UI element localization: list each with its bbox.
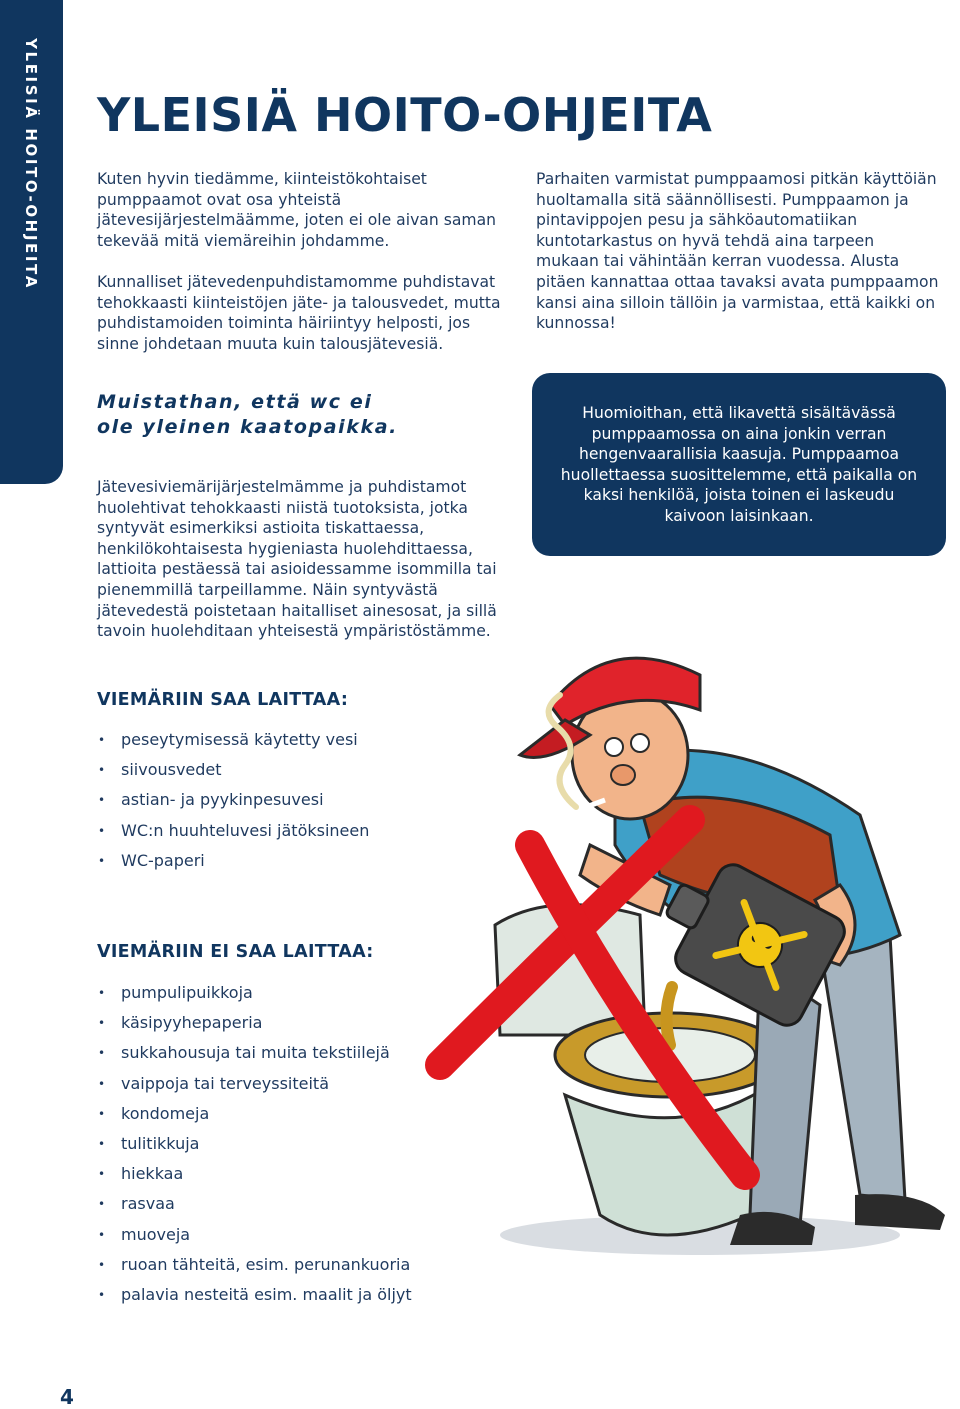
allowed-list (97, 725, 369, 876)
intro-paragraph-2: Kunnalliset jätevedenpuhdistamomme puhdistavat tehokkaasti kiinteistöjen jäte- ja talousvedet, mutta puhdistamoiden toiminta häiriintyy helposti, jos sinne johdetaan muuta kuin talousjätevesiä. (97, 273, 501, 353)
list-item: • muoveja (97, 1220, 412, 1250)
list-item: • rasvaa (97, 1189, 412, 1219)
list-item: • WC-paperi (97, 846, 369, 876)
callout (97, 390, 398, 440)
warning-box (532, 373, 946, 556)
list-item: • astian- ja pyykinpesuvesi (97, 785, 369, 815)
list-item: • pumpulipuikkoja (97, 978, 412, 1008)
side-tab (0, 0, 63, 484)
list-item: • käsipyyhepaperia (97, 1008, 412, 1038)
poured-liquid (666, 987, 672, 1045)
callout-line-2: ole yleinen kaatopaikka. (97, 416, 398, 438)
list-item: • WC:n huuhteluvesi jätöksineen (97, 816, 369, 846)
list-item: • kondomeja (97, 1099, 412, 1129)
list-item: • sukkahousuja tai muita tekstiilejä (97, 1038, 412, 1068)
page-title: YLEISIÄ HOITO-OHJEITA (97, 88, 713, 142)
list-item: • siivousvedet (97, 755, 369, 785)
allowed-heading: VIEMÄRIIN SAA LAITTAA: (97, 690, 349, 710)
side-tab-label: YLEISIÄ HOITO-OHJEITA (22, 38, 40, 290)
list-item: • tulitikkuja (97, 1129, 412, 1159)
forbidden-list (97, 978, 412, 1310)
list-item: • ruoan tähteitä, esim. perunankuoria (97, 1250, 412, 1280)
intro-paragraph-1: Kuten hyvin tiedämme, kiinteistökohtaiset pumppaamot ovat osa yhteistä jätevesijärjestelmäämme, joten ei ole aivan saman tekevää mitä viemäreihin johdamme. (97, 170, 497, 250)
right-shoe (855, 1194, 945, 1230)
maintenance-paragraph: Parhaiten varmistat pumppaamosi pitkän käyttöiän huoltamalla sitä säännöllisesti. Pumppaamon ja pintavippojen pesu ja sähköautomatiikan kuntotarkastus on hyvä tehdä aina tarpeen mukaan tai vähintään kerran vuodessa. Alusta pitäen kannattaa ottaa tavaksi avata pumppaamon kansi aina silloin tällöin ja varmistaa, että kaikki on kunnossa! (536, 170, 939, 333)
list-item: • palavia nesteitä esim. maalit ja öljyt (97, 1280, 412, 1310)
nose (611, 765, 635, 785)
callout-line-1: Muistathan, että wc ei (97, 391, 373, 413)
left-eye (605, 738, 623, 756)
left-shoe (730, 1212, 815, 1245)
body-paragraph: Jätevesiviemärijärjestelmämme ja puhdistamot huolehtivat tehokkaasti niistä tuotoksista, jotka syntyvät esimerkiksi astioita tiskattaessa, henkilökohtaisesta hygieniasta huolehdittaessa, lattioita pestäessä tai asioidessamme isommilla tai pienemmillä tarpeillamme. Näin syntyvästä jätevedestä poistetaan haitalliset ainesosat, ja sillä tavoin huolehditaan yhteisestä ympäristöstämme. (97, 478, 497, 641)
right-eye (631, 734, 649, 752)
warning-text: Huomioithan, että likavettä sisältävässä pumppaamossa on aina jonkin verran hengenvaarallisia kaasuja. Pumppaamoa huollettaessa suosittelemme, että paikalla on kaksi henkilöä, joista toinen ei laskeudu kaivoon laisinkaan. (560, 404, 918, 525)
forbidden-heading: VIEMÄRIIN EI SAA LAITTAA: (97, 942, 374, 962)
list-item: • vaippoja tai terveyssiteitä (97, 1069, 412, 1099)
list-item: • hiekkaa (97, 1159, 412, 1189)
page-number: 4 (60, 1385, 74, 1409)
right-leg (820, 935, 905, 1200)
cartoon-illustration (400, 615, 960, 1315)
list-item: • peseytymisessä käytetty vesi (97, 725, 369, 755)
